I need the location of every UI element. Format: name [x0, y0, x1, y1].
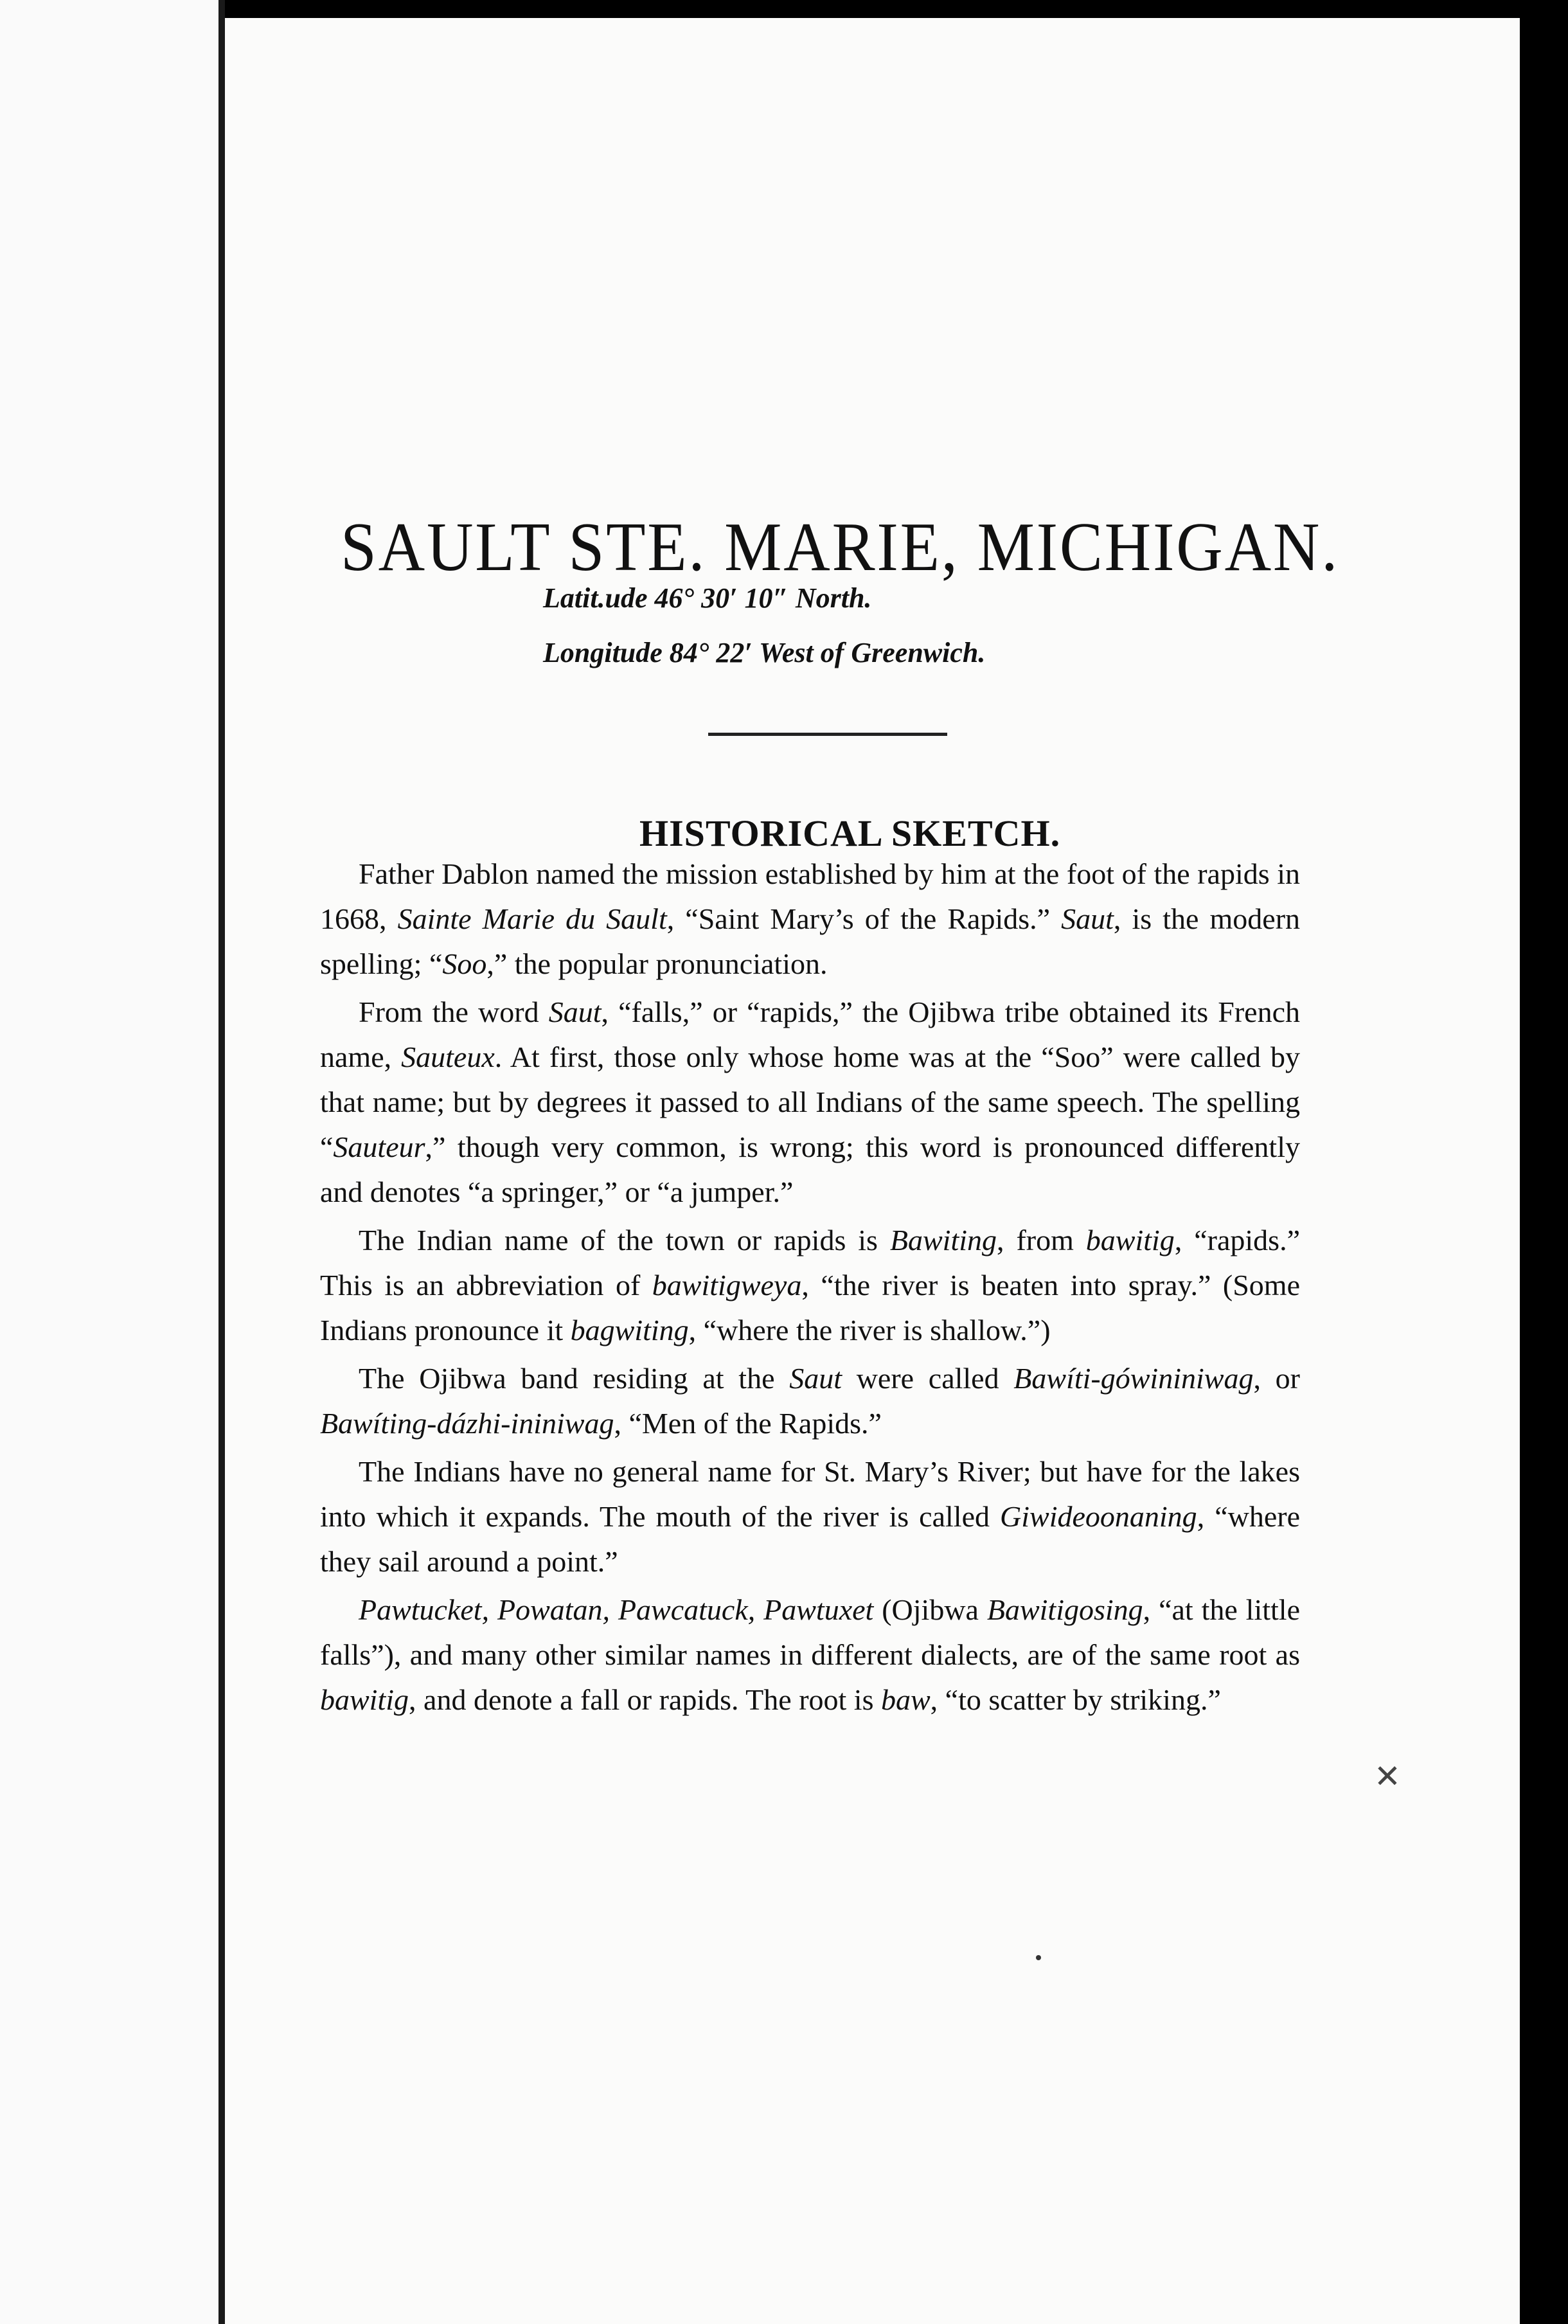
italic-term: bagwiting	[570, 1314, 689, 1346]
italic-term: Saut	[1061, 902, 1114, 935]
text-run: ,” though very common, is wrong; this word is pronounced differently and denotes “a springer,” or “a jumper.”	[320, 1131, 1300, 1208]
italic-term: Bawíti-gówininiwag	[1013, 1362, 1254, 1395]
italic-term: Bawitigosing	[986, 1593, 1143, 1626]
body-text	[320, 852, 1300, 1722]
paragraph	[320, 852, 1300, 987]
text-run: Father Dablon named the mission established by him at the foot of the rapids in 1668,	[320, 857, 1300, 935]
text-run: ,” the popular pronunciation.	[486, 947, 828, 980]
text-run: The Indian name of the town or rapids is	[359, 1224, 890, 1256]
text-run: , “at the little falls”), and many other similar names in different dialects, are of the same root as	[320, 1593, 1300, 1671]
italic-term: bawitigweya	[652, 1269, 802, 1301]
paragraph	[320, 1449, 1300, 1584]
italic-term: Soo	[442, 947, 487, 980]
italic-term: Bawíting-dázhi-ininiwag	[320, 1407, 614, 1440]
italic-term: Saut	[548, 996, 601, 1028]
text-run: , “falls,” or “rapids,” the Ojibwa tribe obtained its French name,	[320, 996, 1300, 1073]
text-run: , or	[1253, 1362, 1300, 1395]
text-run: , “rapids.” This is an abbreviation of	[320, 1224, 1300, 1301]
scan-top-edge	[218, 0, 1568, 18]
text-run: , and denote a fall or rapids. The root is	[409, 1683, 881, 1716]
facing-page-edge	[0, 0, 225, 2324]
latitude-line: Latit.ude 46° 30′ 10″ North.	[543, 582, 872, 614]
ink-speck	[1036, 1955, 1041, 1960]
text-run: , “Saint Mary’s of the Rapids.”	[666, 902, 1062, 935]
text-run: , “Men of the Rapids.”	[614, 1407, 882, 1440]
scan-right-edge	[1520, 18, 1568, 2324]
divider-rule	[708, 733, 947, 736]
paragraph	[320, 1356, 1300, 1446]
text-run: From the word	[359, 996, 549, 1028]
text-run: were called	[841, 1362, 1014, 1395]
text-run: . At first, those only whose home was at the “Soo” were called by that name; but by degrees it passed to all Indians of the same speech. The spelling “	[320, 1041, 1300, 1163]
text-run: , “to scatter by striking.”	[930, 1683, 1221, 1716]
text-run: , “where they sail around a point.”	[320, 1500, 1300, 1578]
section-heading: HISTORICAL SKETCH.	[639, 812, 1061, 855]
italic-term: Saut	[789, 1362, 842, 1395]
text-run: , is the modern spelling; “	[320, 902, 1301, 980]
text-run: , from	[997, 1224, 1086, 1256]
page-title: SAULT STE. MARIE, MICHIGAN.	[341, 509, 1340, 586]
italic-term: Sauteur	[333, 1131, 425, 1163]
text-run: The Indians have no general name for St. Mary’s River; but have for the lakes into which it expands. The mouth of the river is called	[320, 1455, 1300, 1533]
margin-pencil-mark: ✕	[1374, 1758, 1401, 1794]
text-run: , “where the river is shallow.”)	[688, 1314, 1051, 1346]
paragraph	[320, 1218, 1300, 1353]
italic-term: Sauteux	[401, 1041, 495, 1073]
text-run: , “the river is beaten into spray.” (Some Indians pronounce it	[320, 1269, 1300, 1346]
italic-term: baw	[880, 1683, 931, 1716]
italic-term: Sainte Marie du Sault	[397, 902, 667, 935]
paragraph	[320, 990, 1300, 1215]
italic-term: Bawiting	[889, 1224, 997, 1256]
italic-term: Pawtucket, Powatan, Pawcatuck, Pawtuxet	[359, 1593, 874, 1626]
paragraph	[320, 1587, 1300, 1722]
italic-term: bawitig	[320, 1683, 409, 1716]
text-run: (Ojibwa	[873, 1593, 987, 1626]
text-run: The Ojibwa band residing at the	[359, 1362, 790, 1395]
italic-term: bawitig	[1085, 1224, 1175, 1256]
italic-term: Giwideoonaning	[1000, 1500, 1197, 1533]
longitude-line: Longitude 84° 22′ West of Greenwich.	[543, 637, 986, 668]
